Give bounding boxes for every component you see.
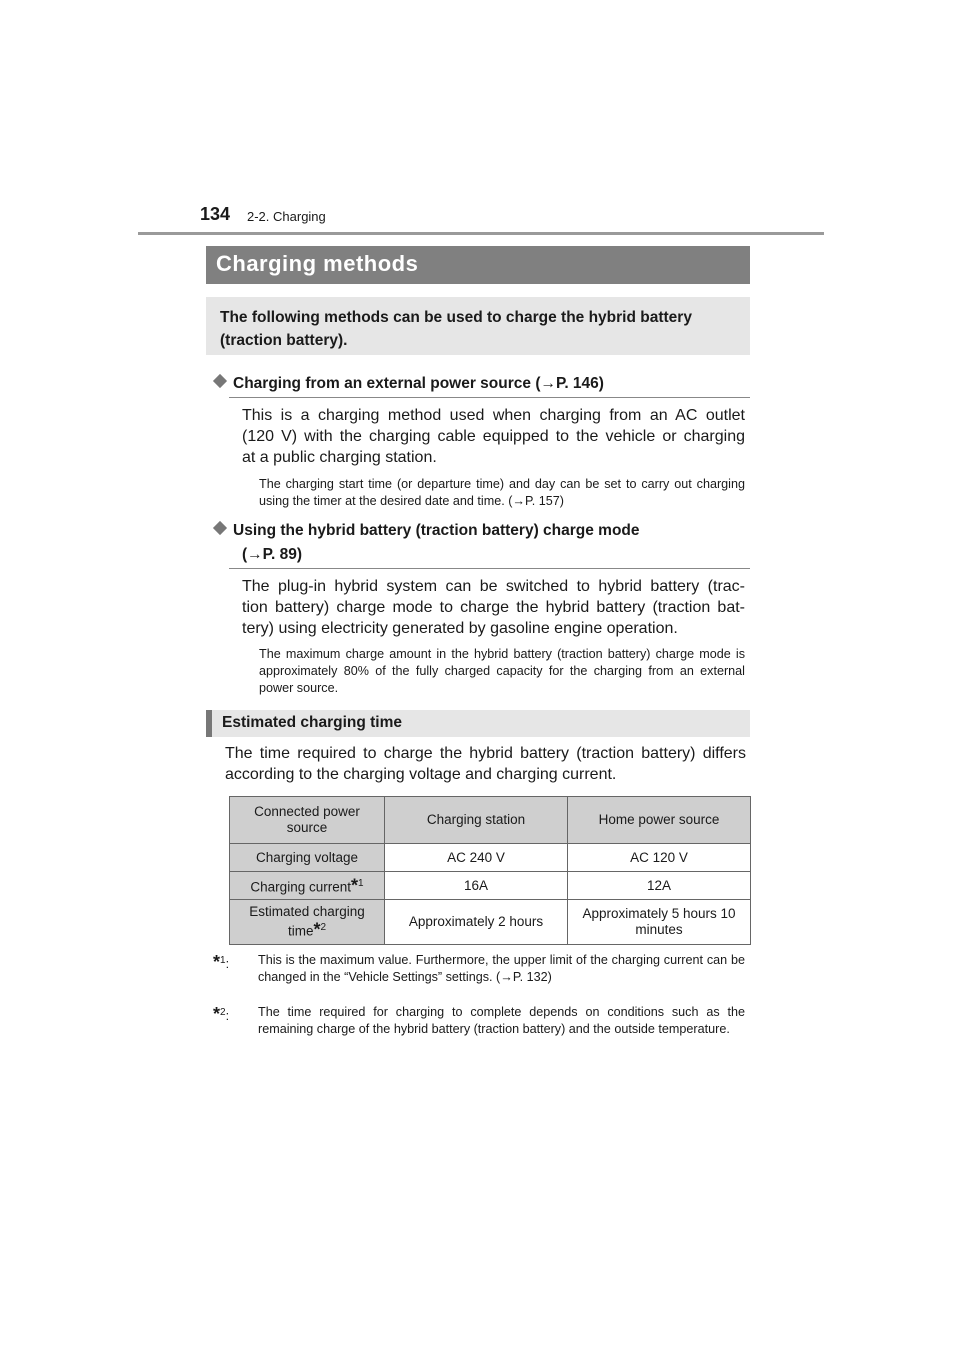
subheading-estimated: Estimated charging time xyxy=(222,714,403,731)
table-header-cell: Connected power source xyxy=(230,797,385,844)
table-cell: 12A xyxy=(568,872,751,900)
section-heading-charge-mode-ref: (→P. 89) xyxy=(242,546,303,563)
subheading-bar xyxy=(206,710,750,737)
charging-time-table xyxy=(229,796,751,945)
section-heading-charge-mode xyxy=(212,519,640,542)
header-rule xyxy=(138,232,824,235)
body-line: tery) using electricity generated by gasoline engine operation. xyxy=(242,620,678,637)
table-cell: Approximately 2 hours xyxy=(385,900,568,945)
diamond-bullet-icon xyxy=(213,521,227,535)
table-row xyxy=(230,844,751,872)
section-body-charge-mode xyxy=(242,576,745,639)
body-line: tion battery) charge mode to charge the hybrid battery (traction bat- xyxy=(242,599,745,616)
body-line: according to the charging voltage and charging current. xyxy=(225,766,617,783)
section-rule xyxy=(229,397,750,398)
body-line: This is a charging method used when charging from an AC outlet xyxy=(242,407,745,424)
row-label-text: Charging current xyxy=(250,879,351,895)
footnote-marker-number: 2 xyxy=(220,1007,226,1018)
section-body-external xyxy=(242,405,745,468)
table-header-row xyxy=(230,797,751,844)
body-line: (120 V) with the charging cable equipped to the vehicle or charging xyxy=(242,428,745,445)
diamond-bullet-icon xyxy=(213,374,227,388)
row-label xyxy=(230,872,385,900)
footnote-marker: *$^2$: xyxy=(213,1004,230,1025)
table-cell: AC 240 V xyxy=(385,844,568,872)
footnote-ref: 2 xyxy=(320,922,327,934)
body-line: The plug-in hybrid system can be switched to hybrid battery (trac- xyxy=(242,578,745,595)
footnote-text: The time required for charging to complete depends on conditions such as the remaining charge of the hybrid battery (traction battery) and the outside temperature. xyxy=(258,1005,745,1036)
section-heading-external-text: Charging from an external power source (→P. 146) xyxy=(233,375,604,392)
footnote-text: This is the maximum value. Furthermore, the upper limit of the charging current can be changed in the “Vehicle Settings” settings. (→P. 132) xyxy=(258,953,745,984)
estimated-body xyxy=(225,743,746,785)
intro-text: The following methods can be used to charge the hybrid battery (traction battery). xyxy=(220,309,692,349)
row-label-text: Estimated charging time xyxy=(249,904,365,939)
footnote-marker-number: 1 xyxy=(220,955,226,966)
section-note-external: The charging start time (or departure time) and day can be set to carry out charging using the timer at the desired date and time. (→P. 157) xyxy=(259,477,745,508)
row-label xyxy=(230,844,385,872)
table-header-cell: Charging station xyxy=(385,797,568,844)
chapter-label: 2-2. Charging xyxy=(247,209,326,224)
footnote-star: * xyxy=(213,952,221,973)
intro-box xyxy=(206,297,750,355)
row-label-text: Charging voltage xyxy=(255,849,359,865)
footnote-ref: 1 xyxy=(358,877,364,889)
footnote-star: * xyxy=(350,875,358,896)
subheading-marker xyxy=(206,710,212,737)
table-cell: AC 120 V xyxy=(568,844,751,872)
body-line: The time required to charge the hybrid battery (traction battery) differs xyxy=(225,745,746,762)
section-rule xyxy=(229,568,750,569)
row-label xyxy=(230,900,385,945)
table-cell: 16A xyxy=(385,872,568,900)
page-number: 134 xyxy=(200,204,231,224)
page-title: Charging methods xyxy=(216,251,419,276)
table-row xyxy=(230,872,751,900)
table-row xyxy=(230,900,751,945)
footnote-marker: *$^1$: xyxy=(213,952,230,973)
section-heading-external xyxy=(212,372,604,395)
table-header-cell: Home power source xyxy=(568,797,751,844)
footnote-star: * xyxy=(313,919,321,940)
footnote-2 xyxy=(213,1004,745,1038)
body-line: at a public charging station. xyxy=(242,449,437,466)
footnote-1 xyxy=(213,952,745,986)
footnote-star: * xyxy=(213,1004,221,1025)
table-cell: Approximately 5 hours 10 minutes xyxy=(568,900,751,945)
section-heading-charge-mode-text: Using the hybrid battery (traction battery) charge mode xyxy=(233,522,640,539)
section-note-charge-mode: The maximum charge amount in the hybrid battery (traction battery) charge mode is approximately 80% of the fully charged capacity for the charging from an external power source. xyxy=(259,647,745,695)
